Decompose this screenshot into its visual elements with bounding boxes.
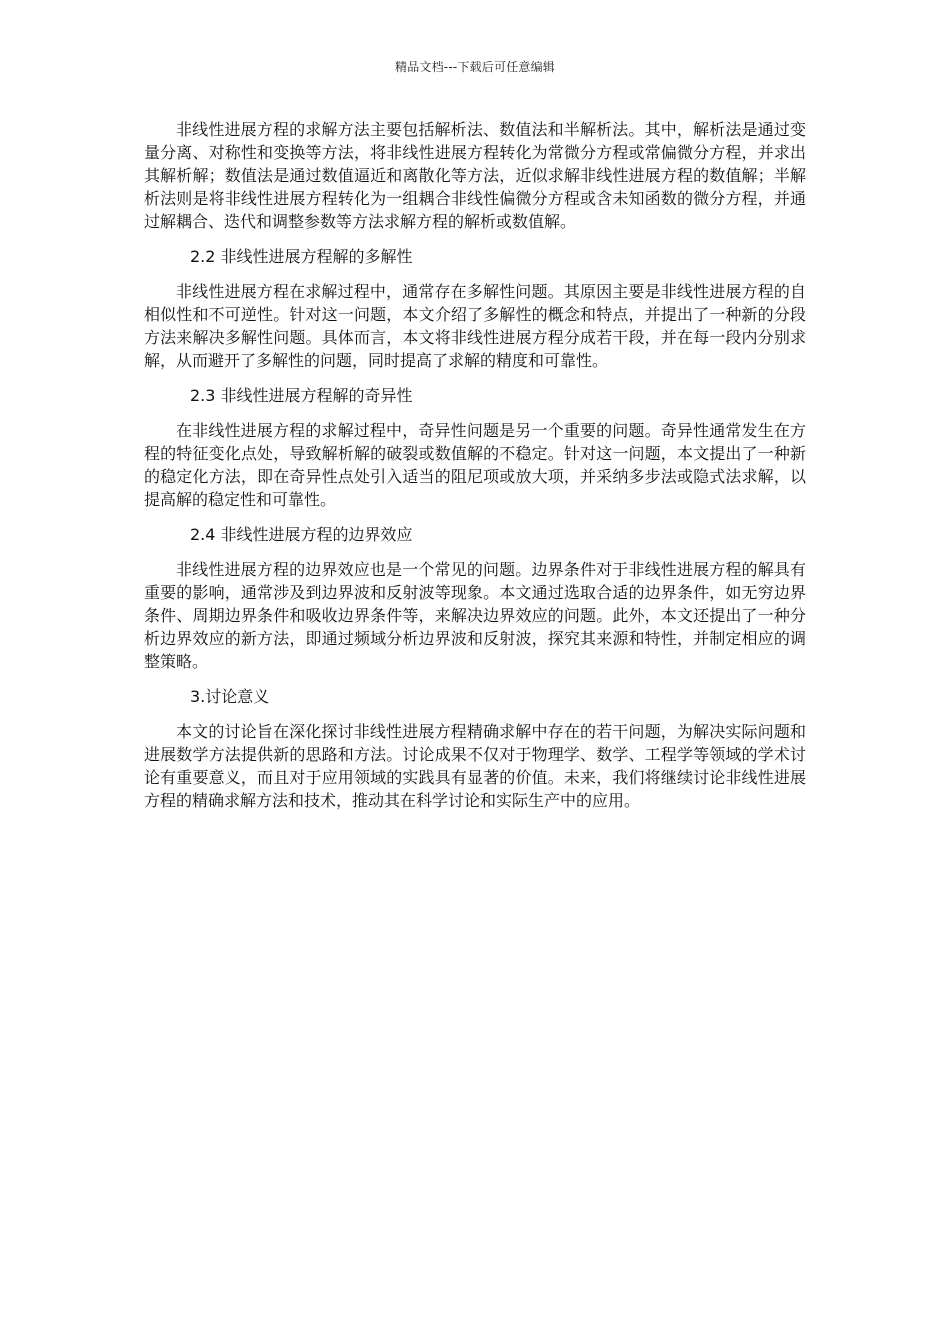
paragraph-singularity: 在非线性进展方程的求解过程中，奇异性问题是另一个重要的问题。奇异性通常发生在方程的特征变化点处，导致解析解的破裂或数值解的不稳定。针对这一问题，本文提出了一种新的稳定化方法，即在奇异性点处引入适当的阻尼项或放大项，并采纳多步法或隐式法求解，以提高解的稳定性和可靠性。 (144, 421, 806, 509)
document-body (144, 118, 806, 824)
section-heading-2-4: 2.4 非线性进展方程的边界效应 (190, 525, 413, 544)
section-heading-2-2: 2.2 非线性进展方程解的多解性 (190, 247, 413, 266)
paragraph-methods: 非线性进展方程的求解方法主要包括解析法、数值法和半解析法。其中，解析法是通过变量分离、对称性和变换等方法，将非线性进展方程转化为常微分方程或常偏微分方程，并求出其解析解；数值法是通过数值逼近和离散化等方法，近似求解非线性进展方程的数值解；半解析法则是将非线性进展方程转化为一组耦合非线性偏微分方程或含未知函数的微分方程，并通过解耦合、迭代和调整参数等方法求解方程的解析或数值解。 (144, 120, 806, 231)
paragraph-multiplicity: 非线性进展方程在求解过程中，通常存在多解性问题。其原因主要是非线性进展方程的自相似性和不可逆性。针对这一问题，本文介绍了多解性的概念和特点，并提出了一种新的分段方法来解决多解性问题。具体而言，本文将非线性进展方程分成若干段，并在每一段内分别求解，从而避开了多解性的问题，同时提高了求解的精度和可靠性。 (144, 282, 806, 370)
section-heading-2-3: 2.3 非线性进展方程解的奇异性 (190, 386, 413, 405)
paragraph-significance: 本文的讨论旨在深化探讨非线性进展方程精确求解中存在的若干问题，为解决实际问题和进展数学方法提供新的思路和方法。讨论成果不仅对于物理学、数学、工程学等领域的学术讨论有重要意义，而且对于应用领域的实践具有显著的价值。未来，我们将继续讨论非线性进展方程的精确求解方法和技术，推动其在科学讨论和实际生产中的应用。 (144, 722, 806, 810)
page-header: 精品文档---下载后可任意编辑 (395, 60, 555, 74)
paragraph-boundary-effect: 非线性进展方程的边界效应也是一个常见的问题。边界条件对于非线性进展方程的解具有重要的影响，通常涉及到边界波和反射波等现象。本文通过选取合适的边界条件，如无穷边界条件、周期边界条件和吸收边界条件等，来解决边界效应的问题。此外，本文还提出了一种分析边界效应的新方法，即通过频域分析边界波和反射波，探究其来源和特性，并制定相应的调整策略。 (144, 560, 806, 671)
section-heading-3: 3.讨论意义 (190, 687, 270, 706)
